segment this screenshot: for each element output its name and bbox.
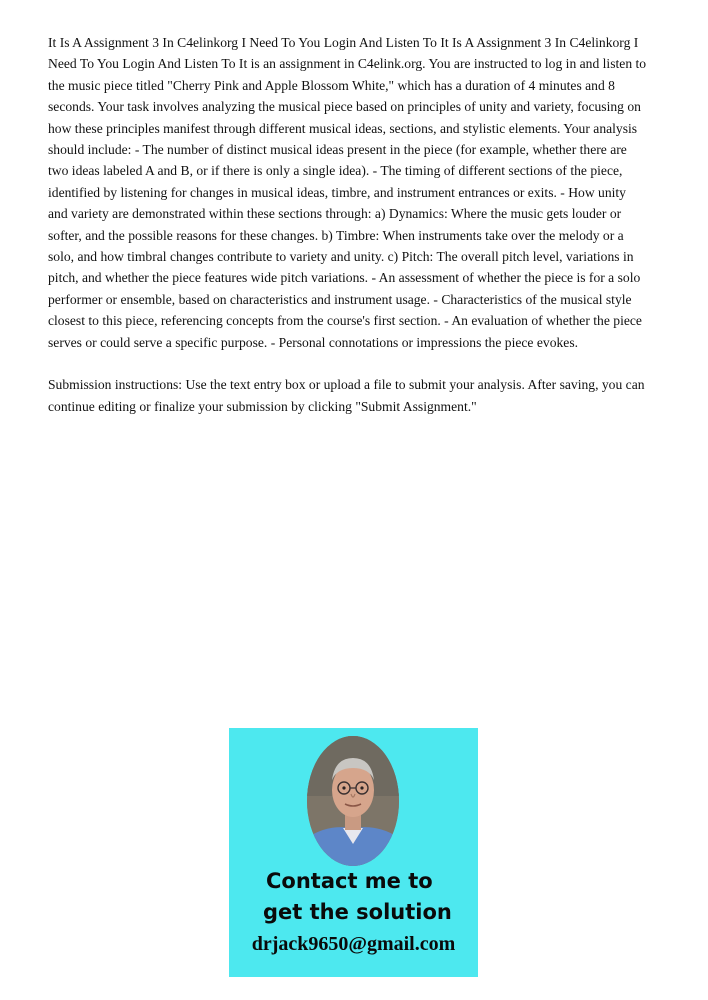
person-portrait-icon [307, 736, 399, 866]
promo-headline-line1: Contact me to [266, 869, 433, 893]
contact-promo-banner [229, 728, 478, 977]
contact-email: drjack9650@gmail.com [251, 933, 456, 955]
promo-headline-line2: get the solution [263, 900, 452, 924]
assignment-paragraph: It Is A Assignment 3 In C4elinkorg I Need To You Login And Listen To It Is A Assignment 3 In C4elinkorg I Need To You Login And Listen To It is an assignment in C4elink.org. You are instructed to log in and listen to the music piece titled "Cherry Pink and Apple Blossom White," which has a duration of 4 minutes and 8 seconds. Your task involves analyzing the musical piece based on principles of unity and variety, focusing on how these principles manifest through different musical ideas, sections, and stylistic elements. Your analysis should include: - The number of distinct musical ideas present in the piece (for example, whether there are two ideas labeled A and B, or if there is only a single idea). - The timing of different sections of the piece, identified by listening for changes in musical ideas, timbre, and instrument entrances or exits. - How unity and variety are demonstrated within these sections through: a) Dynamics: Where the music gets louder or softer, and the possible reasons for these changes. b) Timbre: When instruments take over the melody or a solo, and how timbral changes contribute to variety and unity. c) Pitch: The overall pitch level, variations in pitch, and whether the piece features wide pitch variations. - An assessment of whether the piece is for a solo performer or ensemble, based on characteristics and instrument usage. - Characteristics of the musical style closest to this piece, referencing concepts from the course's first section. - An evaluation of whether the piece serves or could serve a specific purpose. - Personal connotations or impressions the piece evokes. [48, 35, 647, 350]
document-body [48, 32, 648, 417]
submission-instructions-paragraph: Submission instructions: Use the text entry box or upload a file to submit your analysis. After saving, you can continue editing or finalize your submission by clicking "Submit Assignment." [48, 377, 645, 414]
